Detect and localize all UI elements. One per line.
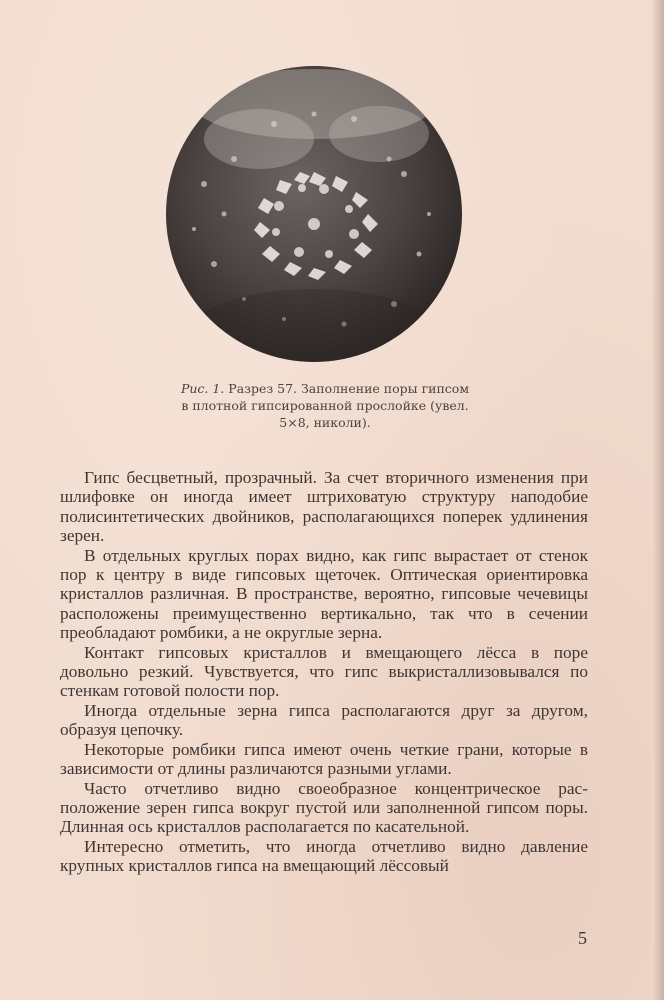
paragraph: Интересно отметить, что иногда отчетливо видно давление крупных кристаллов гипса на вмещающий лёссовый	[60, 836, 588, 876]
body-text	[60, 468, 588, 876]
paragraph: Иногда отдельные зерна гипса располагаются друг за другом, образуя цепочку.	[60, 700, 588, 740]
micrograph-image	[164, 64, 464, 364]
micrograph-figure	[164, 64, 464, 364]
paragraph: Некоторые ромбики гипса имеют очень четкие грани, которые в зависимости от длины различаются разными углами.	[60, 739, 588, 779]
caption-line-3: 5×8, николи).	[279, 415, 371, 430]
page-edge	[652, 0, 664, 1000]
figure-caption	[160, 380, 490, 431]
paragraph: Гипс бесцветный, прозрачный. За счет вторичного изменения при шлифовке он иногда имеет штриховатую структуру наподобие полисинтетических двойников, располагающихся поперек удлинения зерен.	[60, 468, 588, 546]
figure-label: Рис. 1.	[180, 381, 225, 396]
paragraph: В отдельных круглых порах видно, как гипс вырастает от стенок пор к центру в виде гипсовых щеточек. Оптическая ориентировка кристаллов различная. В пространстве, вероятно, гипсовые чечевицы расположены преимущественно вертикально, так что в сечении преобладают ромбики, а не округлые зерна.	[60, 545, 588, 643]
page-number: 5	[578, 928, 587, 948]
paragraph: Контакт гипсовых кристаллов и вмещающего лёсса в поре довольно резкий. Чувствуется, что гипс выкристаллизовывался по стенкам готовой полости пор.	[60, 642, 588, 701]
paragraph: Часто отчетливо видно своеобразное концентрическое расположение зерен гипса вокруг пустой или заполненной гипсом поры. Длинная ось кристаллов располагается по касательной.	[60, 778, 588, 837]
caption-line-1: Разрез 57. Заполнение поры гипсом	[228, 381, 470, 396]
caption-line-2: в плотной гипсированной прослойке (увел.	[181, 398, 469, 413]
